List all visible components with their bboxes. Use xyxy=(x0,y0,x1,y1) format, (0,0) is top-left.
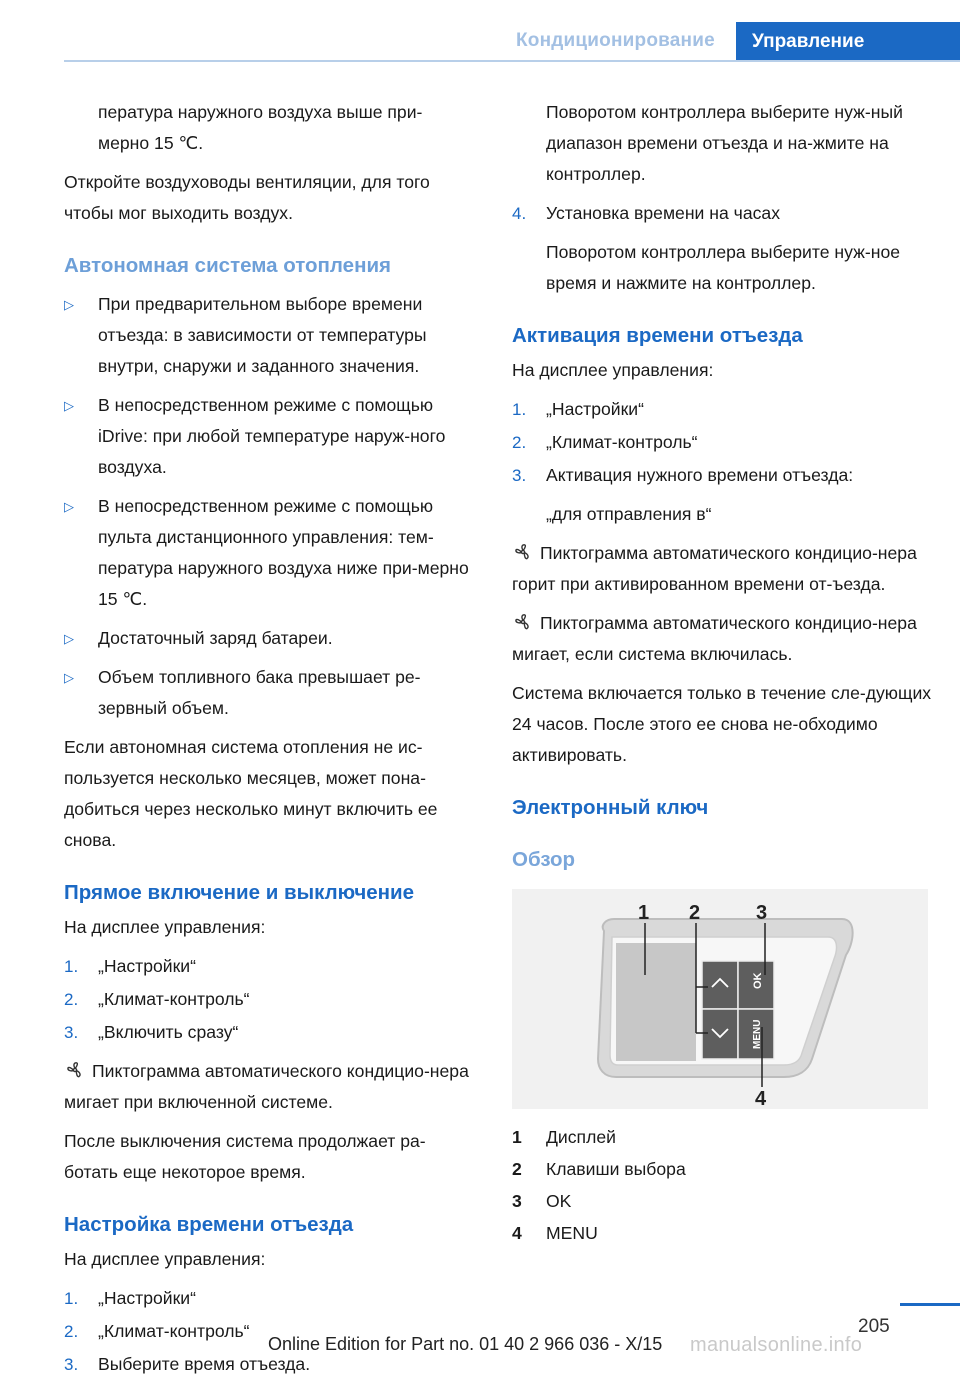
bullet-icon: ▷ xyxy=(64,398,74,413)
step-text: „Климат-контроль“ xyxy=(98,1321,250,1341)
legend-number: 2 xyxy=(512,1159,522,1179)
menu-button-label: MENU xyxy=(752,1019,763,1049)
list-item-text: Объем топливного бака превышает ре-зервный объем. xyxy=(98,667,421,718)
reactivate-paragraph: Если автономная система отопления не ис-пользуется несколько месяцев, может пона-добиться через несколько минут включить ее снова. xyxy=(64,737,438,850)
step-item xyxy=(64,951,479,982)
continued-line-2: мерно 15 ℃. xyxy=(98,133,204,153)
list-item-text: В непосредственном режиме с помощью iDrive: при любой температуре наруж-ного воздуха. xyxy=(98,395,446,477)
step-number: 1. xyxy=(64,1289,79,1308)
step-item xyxy=(64,1283,479,1314)
note-text: Пиктограмма автоматического кондицио-нера мигает, если система включилась. xyxy=(512,613,917,664)
key-display xyxy=(616,943,696,1061)
page-number: 205 xyxy=(858,1316,890,1337)
bullet-icon: ▷ xyxy=(64,297,74,312)
list-item-text: В непосредственном режиме с помощью пульта дистанционного управления: тем-пература наружного воздуха ниже при-мерно 15 ℃. xyxy=(98,496,469,609)
step-text: „Настройки“ xyxy=(546,399,644,419)
list-item xyxy=(64,289,479,382)
note-text: Пиктограмма автоматического кондицио-нера горит при активированном времени от-ъезда. xyxy=(512,543,917,594)
step-item xyxy=(512,460,932,491)
callout-4: 4 xyxy=(755,1088,767,1110)
list-item xyxy=(64,662,479,724)
legend-row xyxy=(512,1121,932,1153)
note-text: Пиктограмма автоматического кондицио-нера мигает при включенной системе. xyxy=(64,1061,469,1112)
bullet-icon: ▷ xyxy=(64,631,74,646)
step-text: Установка времени на часах xyxy=(546,203,780,223)
bullet-icon: ▷ xyxy=(64,499,74,514)
callout-3: 3 xyxy=(756,902,768,924)
step-text: „Настройки“ xyxy=(98,956,196,976)
after-off-paragraph: После выключения система продолжает ра-ботать еще некоторое время. xyxy=(64,1131,426,1182)
bullet-icon: ▷ xyxy=(64,670,74,685)
chapter-tab: Управление xyxy=(736,22,960,62)
legend-number: 1 xyxy=(512,1127,522,1147)
list-item xyxy=(64,390,479,483)
list-item-text: При предварительном выборе времени отъезда: в зависимости от температуры внутри, снаружи и заданного значения. xyxy=(98,294,427,376)
legend-text: MENU xyxy=(546,1223,598,1243)
step-text: Выберите время отъезда. xyxy=(98,1354,311,1374)
legend-row xyxy=(512,1217,932,1249)
callout-2: 2 xyxy=(689,902,701,924)
heading-direct-on-off: Прямое включение и выключение xyxy=(64,881,415,904)
step-number: 1. xyxy=(64,957,79,976)
24h-paragraph: Система включается только в течение сле-дующих 24 часов. После этого ее снова не-обходимо активировать. xyxy=(512,683,932,765)
step-number: 2. xyxy=(64,990,79,1009)
step-item xyxy=(64,984,479,1015)
legend-text: Клавиши выбора xyxy=(546,1159,686,1179)
key-button-up xyxy=(702,961,738,1009)
right-column xyxy=(512,97,932,1249)
vent-paragraph: Откройте воздуховоды вентиляции, для того чтобы мог выходить воздух. xyxy=(64,172,430,223)
step-number: 3. xyxy=(64,1355,79,1374)
step-number: 2. xyxy=(512,433,527,452)
legend-row xyxy=(512,1153,932,1185)
step-number: 1. xyxy=(512,400,527,419)
step-text: „Климат-контроль“ xyxy=(546,432,698,452)
list-item xyxy=(64,491,479,615)
step-text: „Включить сразу“ xyxy=(98,1022,239,1042)
heading-departure-time: Настройка времени отъезда xyxy=(64,1213,354,1236)
footer-rule xyxy=(900,1303,960,1306)
key-illustration xyxy=(512,889,928,1109)
header-rule xyxy=(64,60,960,62)
left-column xyxy=(64,97,479,1380)
key-drawing xyxy=(512,889,928,1109)
step-number: 3. xyxy=(512,466,527,485)
heading-activate-departure: Активация времени отъезда xyxy=(512,324,803,347)
step-number: 4. xyxy=(512,204,527,223)
step-item xyxy=(512,394,932,425)
display-intro: На дисплее управления: xyxy=(64,917,266,937)
fan-icon xyxy=(64,1061,86,1079)
step-text: Активация нужного времени отъезда: xyxy=(546,465,854,485)
continued-line-1: пература наружного воздуха выше при- xyxy=(98,102,423,122)
callout-1: 1 xyxy=(638,902,650,924)
key-button-down xyxy=(702,1009,738,1059)
legend-number: 3 xyxy=(512,1191,522,1211)
step-item xyxy=(512,198,932,229)
step-number: 3. xyxy=(64,1023,79,1042)
ok-button-label: OK xyxy=(752,972,764,989)
step-detail: Поворотом контроллера выберите нуж-ное время и нажмите на контроллер. xyxy=(546,242,901,293)
step-number: 2. xyxy=(64,1322,79,1341)
display-intro: На дисплее управления: xyxy=(64,1249,266,1269)
ac-icon-note xyxy=(512,538,932,600)
fan-icon xyxy=(512,613,534,631)
display-intro: На дисплее управления: xyxy=(512,360,714,380)
step-sub: „для отправления в“ xyxy=(546,504,712,524)
ac-icon-note xyxy=(64,1056,479,1118)
step-item xyxy=(512,427,932,458)
legend-number: 4 xyxy=(512,1223,522,1243)
heading-overview: Обзор xyxy=(512,848,576,871)
edition-text: Online Edition for Part no. 01 40 2 966 036 - X/15 xyxy=(268,1334,663,1354)
step-text: „Климат-контроль“ xyxy=(98,989,250,1009)
continued-paragraph: Поворотом контроллера выберите нуж-ный диапазон времени отъезда и на-жмите на контроллер. xyxy=(546,102,903,184)
section-title: Кондиционирование xyxy=(516,30,715,51)
step-text: „Настройки“ xyxy=(98,1288,196,1308)
fan-icon xyxy=(512,543,534,561)
step-item xyxy=(64,1017,479,1048)
heading-electronic-key: Электронный ключ xyxy=(512,796,709,819)
heading-auto-heating: Автономная система отопления xyxy=(64,254,392,277)
legend-row xyxy=(512,1185,932,1217)
legend-text: OK xyxy=(546,1191,572,1211)
figure-legend xyxy=(512,1121,932,1249)
ac-icon-note xyxy=(512,608,932,670)
legend-text: Дисплей xyxy=(546,1127,616,1147)
list-item-text: Достаточный заряд батареи. xyxy=(98,628,333,648)
list-item xyxy=(64,623,479,654)
watermark: manualsonline.info xyxy=(690,1334,863,1356)
